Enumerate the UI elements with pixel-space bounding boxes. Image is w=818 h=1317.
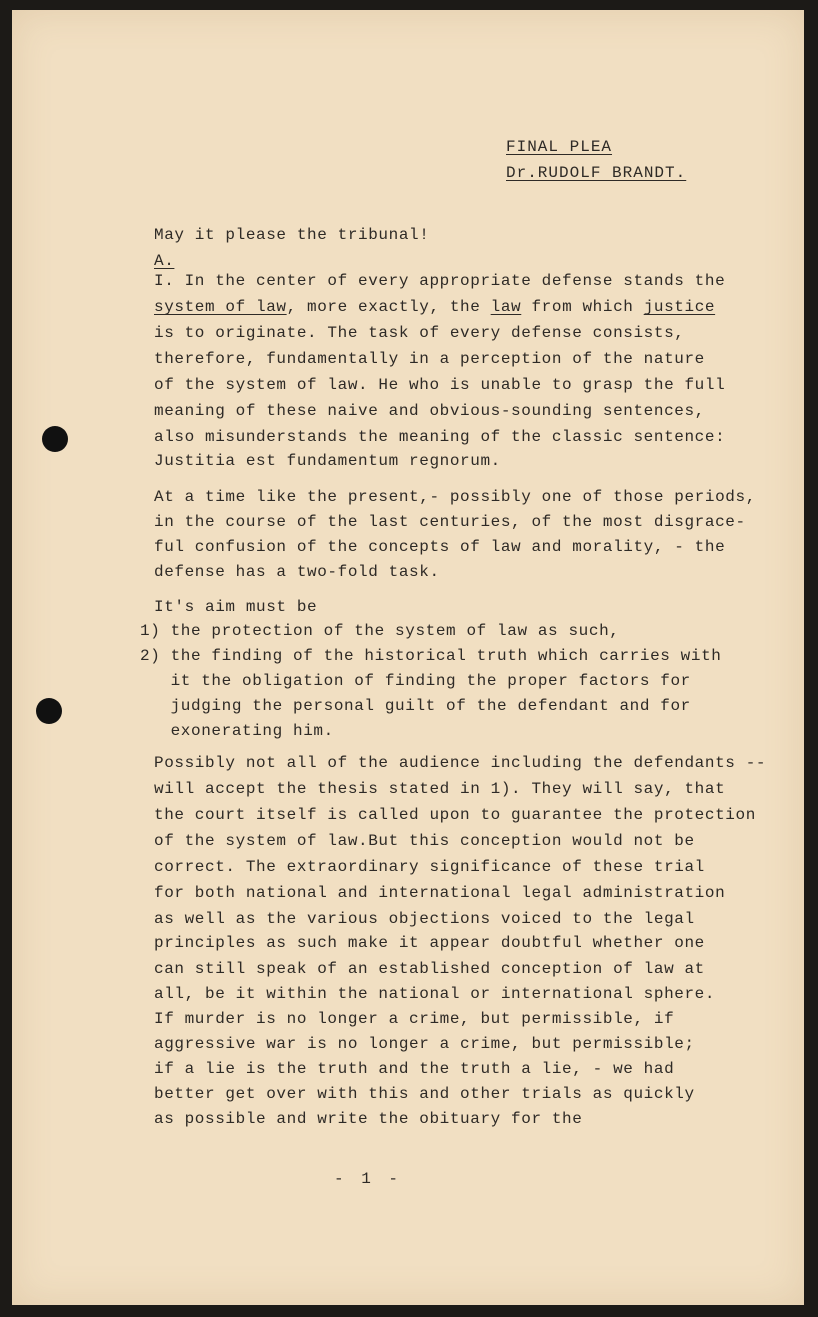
paragraph-line: At a time like the present,- possibly one of those periods, bbox=[154, 488, 756, 506]
list-item-continued: exonerating him. bbox=[140, 722, 334, 740]
list-item-continued: judging the personal guilt of the defendant and for bbox=[140, 697, 691, 715]
paragraph-line: Possibly not all of the audience including the defendants -- bbox=[154, 754, 767, 772]
paragraph-line: Justitia est fundamentum regnorum. bbox=[154, 452, 501, 470]
list-item-continued: it the obligation of finding the proper factors for bbox=[140, 672, 691, 690]
paragraph-line: meaning of these naive and obvious-sounding sentences, bbox=[154, 402, 705, 420]
paragraph-line: It's aim must be bbox=[154, 598, 318, 616]
document-title: FINAL PLEA bbox=[506, 138, 613, 156]
paragraph-line: ful confusion of the concepts of law and morality, - the bbox=[154, 538, 726, 556]
paragraph-line: all, be it within the national or international sphere. bbox=[154, 985, 716, 1003]
paragraph-line: better get over with this and other trials as quickly bbox=[154, 1085, 695, 1103]
paragraph-line: as possible and write the obituary for the bbox=[154, 1110, 583, 1128]
section-marker: A. bbox=[154, 252, 175, 270]
emphasis: law bbox=[490, 298, 522, 316]
paragraph-line: principles as such make it appear doubtful whether one bbox=[154, 934, 705, 952]
text-run: , more exactly, the bbox=[286, 298, 491, 316]
paragraph-line: also misunderstands the meaning of the classic sentence: bbox=[154, 428, 726, 446]
paragraph-line: will accept the thesis stated in 1). They will say, that bbox=[154, 780, 726, 798]
emphasis: system of law bbox=[154, 298, 287, 316]
typewritten-text bbox=[12, 10, 804, 1305]
author-name: Dr.RUDOLF BRANDT. bbox=[506, 164, 687, 182]
paragraph-line: if a lie is the truth and the truth a lie, - we had bbox=[154, 1060, 675, 1078]
paragraph-line: as well as the various objections voiced to the legal bbox=[154, 910, 695, 928]
paragraph-line: of the system of law. He who is unable to grasp the full bbox=[154, 376, 726, 394]
emphasis: justice bbox=[643, 298, 716, 316]
paragraph-line: in the course of the last centuries, of the most disgrace- bbox=[154, 513, 746, 531]
list-item: 1) the protection of the system of law as such, bbox=[140, 622, 620, 640]
paragraph-line: aggressive war is no longer a crime, but permissible; bbox=[154, 1035, 695, 1053]
paragraph-line: I. In the center of every appropriate defense stands the bbox=[154, 272, 726, 290]
page-number: - 1 - bbox=[334, 1170, 403, 1188]
paragraph-line: is to originate. The task of every defense consists, bbox=[154, 324, 685, 342]
paragraph-line: defense has a two-fold task. bbox=[154, 563, 440, 581]
paragraph-line bbox=[154, 298, 715, 316]
paragraph-line: of the system of law.But this conception would not be bbox=[154, 832, 695, 850]
salutation: May it please the tribunal! bbox=[154, 226, 430, 244]
paragraph-line: can still speak of an established conception of law at bbox=[154, 960, 705, 978]
document-page bbox=[12, 10, 804, 1305]
paragraph-line: If murder is no longer a crime, but permissible, if bbox=[154, 1010, 675, 1028]
list-item: 2) the finding of the historical truth which carries with bbox=[140, 647, 722, 665]
text-run: from which bbox=[521, 298, 644, 316]
paragraph-line: correct. The extraordinary significance of these trial bbox=[154, 858, 705, 876]
paragraph-line: for both national and international legal administration bbox=[154, 884, 726, 902]
paragraph-line: therefore, fundamentally in a perception of the nature bbox=[154, 350, 705, 368]
paragraph-line: the court itself is called upon to guarantee the protection bbox=[154, 806, 756, 824]
